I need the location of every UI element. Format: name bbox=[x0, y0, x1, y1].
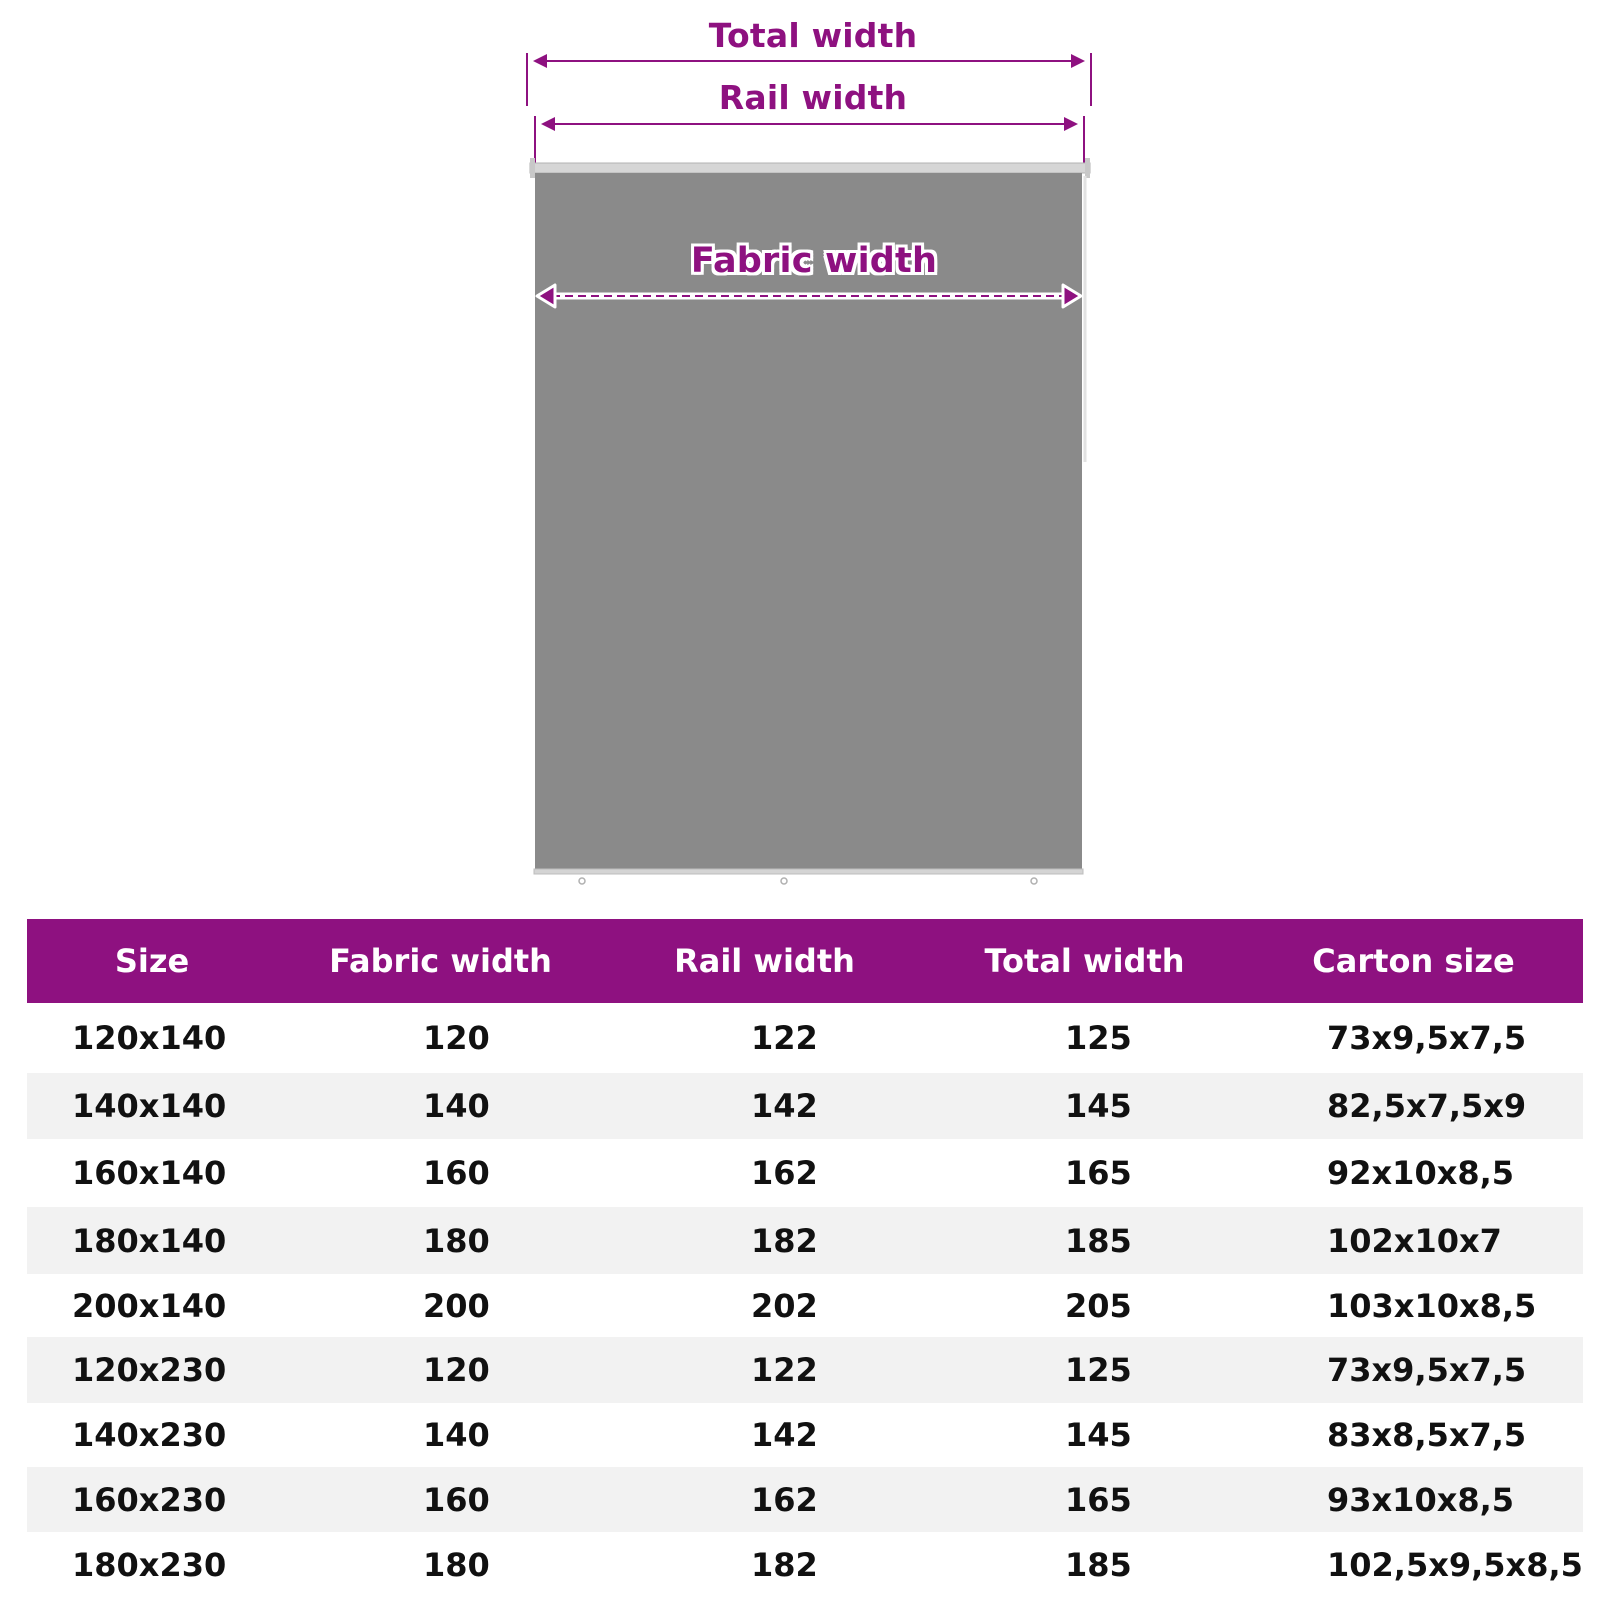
cell-carton-size: 92x10x8,5 bbox=[1327, 1154, 1515, 1192]
cell-total-width: 205 bbox=[1065, 1286, 1132, 1325]
cell-size: 140x140 bbox=[72, 1087, 227, 1125]
cell-total-width: 165 bbox=[1065, 1480, 1132, 1519]
table-row bbox=[27, 1003, 1583, 1073]
cell-fabric-width: 120 bbox=[423, 1351, 490, 1389]
cell-rail-width: 202 bbox=[751, 1286, 818, 1325]
cell-carton-size: 82,5x7,5x9 bbox=[1327, 1087, 1527, 1125]
cell-carton-size: 93x10x8,5 bbox=[1327, 1480, 1515, 1519]
bottom-bar-ring-left bbox=[579, 878, 585, 884]
rail-end-left bbox=[530, 158, 535, 178]
cell-size: 180x230 bbox=[72, 1545, 227, 1584]
cell-fabric-width: 140 bbox=[423, 1087, 490, 1125]
fabric-width-label: Fabric width bbox=[690, 241, 938, 281]
cell-carton-size: 83x8,5x7,5 bbox=[1327, 1416, 1527, 1454]
cell-size: 140x230 bbox=[72, 1416, 227, 1454]
cell-rail-width: 142 bbox=[751, 1416, 818, 1454]
cell-total-width: 125 bbox=[1065, 1351, 1132, 1389]
headrail bbox=[530, 163, 1090, 173]
table-row bbox=[27, 1207, 1583, 1274]
header-carton-size: Carton size bbox=[1312, 942, 1515, 980]
total-width-label: Total width bbox=[708, 16, 918, 55]
cell-fabric-width: 180 bbox=[423, 1221, 490, 1260]
cell-carton-size: 73x9,5x7,5 bbox=[1327, 1351, 1527, 1389]
rail-width-label: Rail width bbox=[718, 78, 908, 117]
cell-rail-width: 182 bbox=[751, 1221, 818, 1260]
cell-size: 120x230 bbox=[72, 1351, 227, 1389]
table-row bbox=[27, 1532, 1583, 1597]
cell-total-width: 125 bbox=[1065, 1019, 1132, 1057]
cell-size: 120x140 bbox=[72, 1019, 227, 1057]
cell-carton-size: 102x10x7 bbox=[1327, 1221, 1502, 1260]
cell-carton-size: 73x9,5x7,5 bbox=[1327, 1019, 1527, 1057]
cell-size: 180x140 bbox=[72, 1221, 227, 1260]
table-header bbox=[27, 919, 1583, 1003]
header-fabric-width: Fabric width bbox=[329, 942, 552, 980]
cell-rail-width: 142 bbox=[751, 1087, 818, 1125]
cell-fabric-width: 200 bbox=[423, 1286, 490, 1325]
cell-total-width: 185 bbox=[1065, 1221, 1132, 1260]
table-row bbox=[27, 1274, 1583, 1337]
header-size: Size bbox=[114, 942, 190, 980]
bottom-bar-ring-right bbox=[1031, 878, 1037, 884]
cell-rail-width: 122 bbox=[751, 1351, 818, 1389]
table-row bbox=[27, 1467, 1583, 1532]
cell-carton-size: 102,5x9,5x8,5 bbox=[1327, 1545, 1583, 1584]
cell-size: 160x230 bbox=[72, 1480, 227, 1519]
header-total-width: Total width bbox=[984, 942, 1185, 980]
cell-rail-width: 162 bbox=[751, 1154, 818, 1192]
cell-total-width: 145 bbox=[1065, 1087, 1132, 1125]
cell-fabric-width: 140 bbox=[423, 1416, 490, 1454]
table-row bbox=[27, 1403, 1583, 1467]
cell-total-width: 185 bbox=[1065, 1545, 1132, 1584]
cell-rail-width: 182 bbox=[751, 1545, 818, 1584]
table-row bbox=[27, 1073, 1583, 1139]
rail-width-dimension bbox=[535, 116, 1084, 164]
size-table bbox=[27, 919, 1583, 1597]
cell-size: 200x140 bbox=[72, 1286, 227, 1325]
cell-rail-width: 122 bbox=[751, 1019, 818, 1057]
header-rail-width: Rail width bbox=[674, 942, 855, 980]
cell-size: 160x140 bbox=[72, 1154, 227, 1192]
cell-fabric-width: 160 bbox=[423, 1154, 490, 1192]
cell-carton-size: 103x10x8,5 bbox=[1327, 1286, 1537, 1325]
bottom-bar bbox=[534, 869, 1083, 874]
cell-total-width: 165 bbox=[1065, 1154, 1132, 1192]
table-row bbox=[27, 1337, 1583, 1403]
cell-fabric-width: 160 bbox=[423, 1480, 490, 1519]
table-row bbox=[27, 1139, 1583, 1207]
cell-fabric-width: 180 bbox=[423, 1545, 490, 1584]
bottom-bar-ring-middle bbox=[781, 878, 787, 884]
cell-rail-width: 162 bbox=[751, 1480, 818, 1519]
cell-total-width: 145 bbox=[1065, 1416, 1132, 1454]
rail-end-right bbox=[1085, 158, 1090, 178]
cell-fabric-width: 120 bbox=[423, 1019, 490, 1057]
